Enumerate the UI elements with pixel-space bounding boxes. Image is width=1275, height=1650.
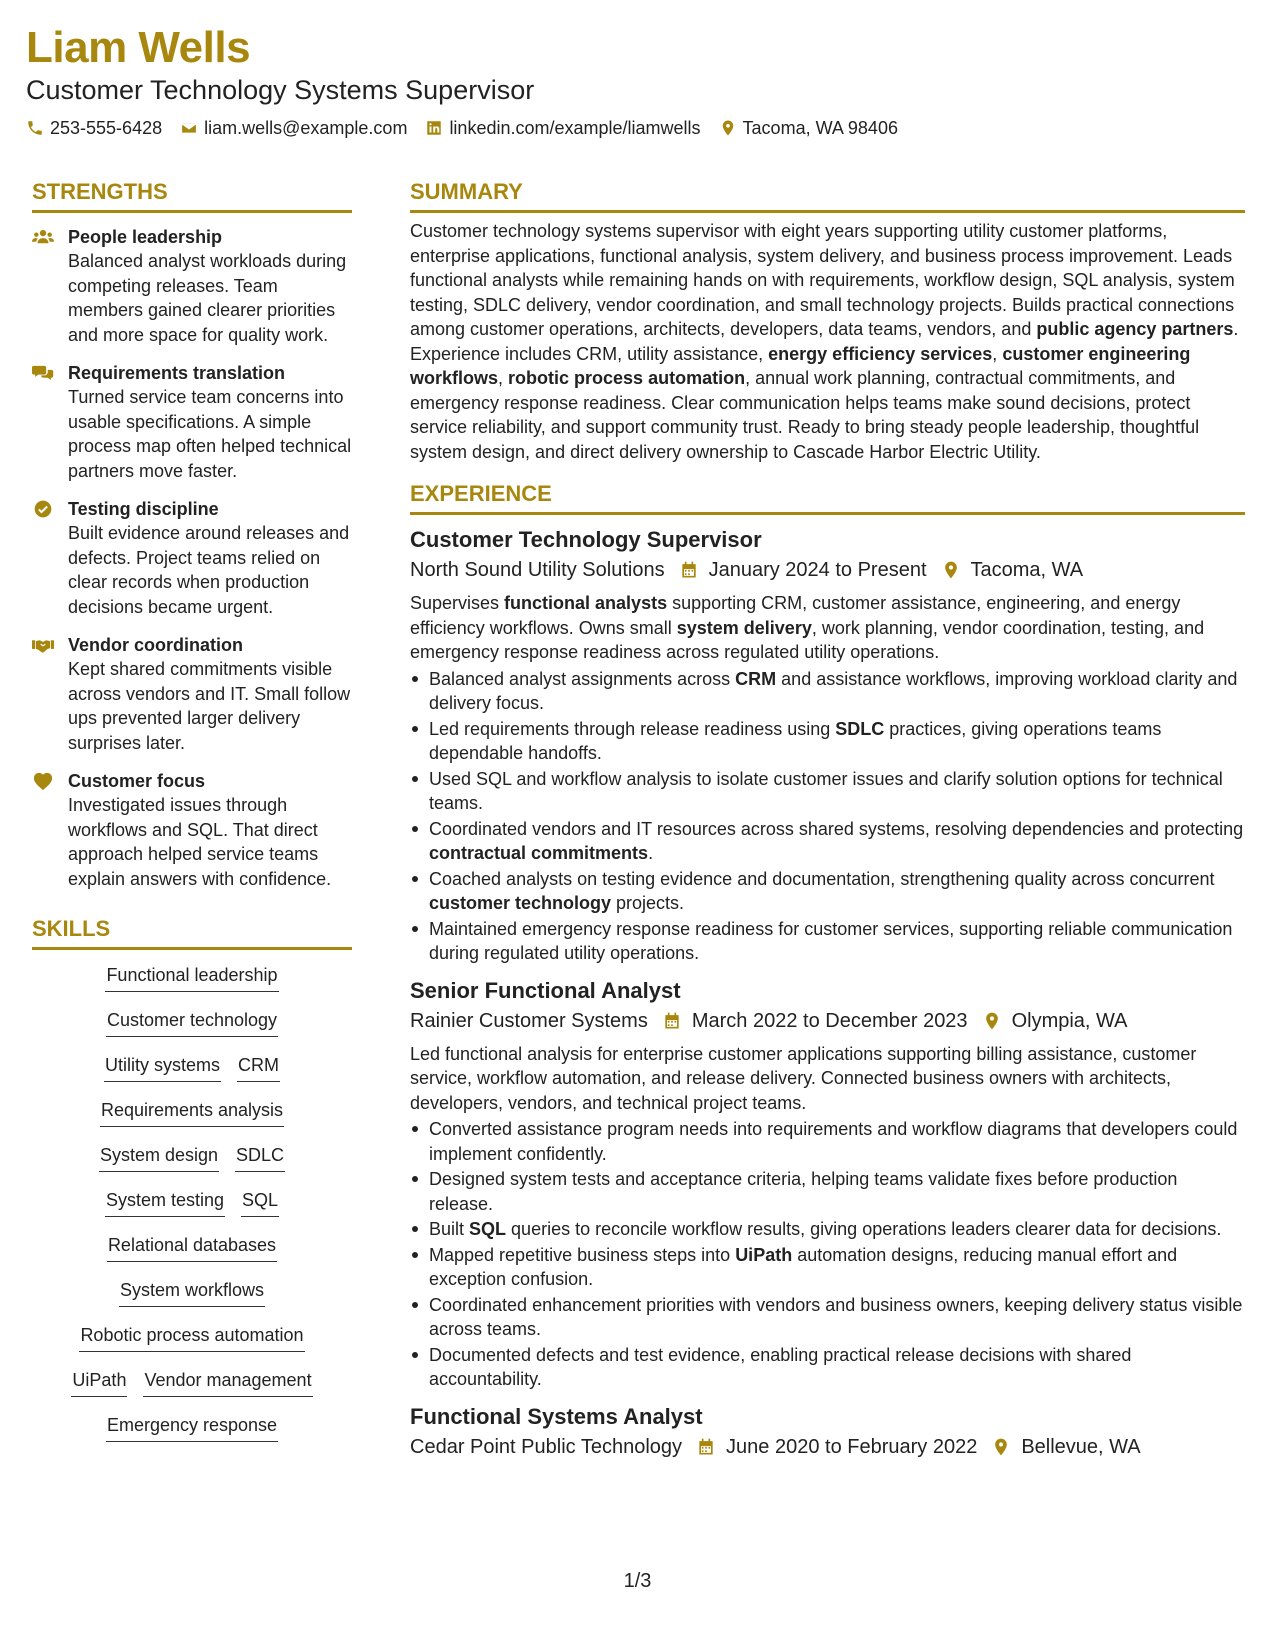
job-entry bbox=[410, 1402, 1245, 1462]
skill-tag: System testing bbox=[105, 1187, 225, 1217]
candidate-name: Liam Wells bbox=[26, 23, 251, 72]
text-run: , bbox=[992, 343, 1003, 364]
text-run: Documented defects and test evidence, enabling practical release decisions with shared accountability. bbox=[429, 1344, 1132, 1389]
text-run: Coordinated vendors and IT resources across shared systems, resolving dependencies and protecting bbox=[429, 818, 1244, 839]
location-text: Tacoma, WA 98406 bbox=[742, 118, 898, 138]
job-bullets bbox=[410, 1117, 1245, 1392]
skills-list bbox=[32, 962, 352, 1457]
job-location: Olympia, WA bbox=[1011, 1009, 1128, 1032]
text-run: Maintained emergency response readiness for customer services, supporting reliable communication during regulated utility operations. bbox=[429, 918, 1233, 963]
text-run: projects. bbox=[611, 893, 685, 913]
email-text[interactable]: liam.wells@example.com bbox=[204, 118, 408, 138]
strength-title: Vendor coordination bbox=[68, 635, 244, 655]
skill-row bbox=[32, 1097, 352, 1142]
job-description bbox=[410, 1042, 1245, 1116]
text-run: Customer technology systems supervisor with eight years supporting utility customer platforms, enterprise applications, functional analysis, system delivery, and business process improvement. Leads functional analysts while remaining hands on with requirements, workflow design, SQL analysis, system testing, SDLC delivery, vendor coordination, and small technology projects. Builds practical connections among customer operations, architects, developers, data teams, vendors, and bbox=[410, 221, 1235, 339]
skill-tag: Functional leadership bbox=[105, 962, 278, 992]
skill-tag: Robotic process automation bbox=[79, 1322, 304, 1352]
job-meta bbox=[410, 555, 1245, 585]
users-icon bbox=[32, 225, 54, 347]
strength-desc: Balanced analyst workloads during competing releases. Team members gained clearer priorities and more space for quality work. bbox=[68, 251, 347, 345]
text-run: Supervises bbox=[410, 593, 505, 613]
text-run: automation designs, reducing manual effort and exception confusion. bbox=[429, 1244, 1178, 1289]
skill-row bbox=[32, 1142, 352, 1187]
job-meta bbox=[410, 1432, 1245, 1462]
text-run: , work planning, vendor coordination, testing, and emergency response readiness across regulated utility operations. bbox=[410, 617, 1205, 662]
skill-row bbox=[32, 1052, 352, 1097]
bold-text: contractual commitments bbox=[429, 843, 649, 863]
page-number: 1/3 bbox=[623, 1570, 652, 1592]
bullet-item bbox=[410, 1217, 1245, 1242]
job-dates: March 2022 to December 2023 bbox=[691, 1009, 968, 1032]
job-description bbox=[410, 591, 1245, 665]
contact-phone bbox=[26, 116, 162, 140]
candidate-title: Customer Technology Systems Supervisor bbox=[26, 75, 535, 105]
skills-heading: SKILLS bbox=[32, 915, 352, 950]
job-dates: June 2020 to February 2022 bbox=[726, 1435, 978, 1458]
handshake-icon bbox=[32, 633, 54, 755]
skill-tag: CRM bbox=[237, 1052, 280, 1082]
strength-item bbox=[32, 497, 352, 619]
company-name: Rainier Customer Systems bbox=[410, 1009, 648, 1032]
job-bullets bbox=[410, 667, 1245, 966]
bullet-item bbox=[410, 917, 1245, 966]
skill-row bbox=[32, 962, 352, 1007]
job-title: Functional Systems Analyst bbox=[410, 1403, 703, 1429]
check-circle-icon bbox=[32, 497, 54, 619]
bullet-item bbox=[410, 767, 1245, 816]
bold-text: customer technology bbox=[429, 893, 612, 913]
job-entry bbox=[410, 525, 1245, 966]
map-pin-icon bbox=[991, 1437, 1011, 1457]
skill-tag: SDLC bbox=[235, 1142, 285, 1172]
skill-tag: UiPath bbox=[71, 1367, 127, 1397]
bold-text: robotic process automation bbox=[508, 368, 746, 388]
strength-desc: Turned service team concerns into usable specifications. A simple process map often helped technical partners move faster. bbox=[68, 387, 352, 481]
skill-row bbox=[32, 1232, 352, 1277]
contact-linkedin[interactable] bbox=[425, 116, 700, 140]
map-pin-icon bbox=[941, 560, 961, 580]
skill-tag: Requirements analysis bbox=[100, 1097, 284, 1127]
skill-row bbox=[32, 1367, 352, 1412]
company-name: Cedar Point Public Technology bbox=[410, 1435, 683, 1458]
bold-text: CRM bbox=[735, 668, 777, 689]
bullet-item bbox=[410, 1293, 1245, 1342]
text-run: Converted assistance program needs into requirements and workflow diagrams that developers could implement confidently. bbox=[429, 1119, 1238, 1164]
map-pin-icon bbox=[719, 119, 737, 137]
text-run: queries to reconcile workflow results, giving operations leaders clearer data for decisions. bbox=[506, 1219, 1222, 1239]
strength-item bbox=[32, 633, 352, 755]
skill-tag: Emergency response bbox=[106, 1412, 278, 1442]
text-run: supporting CRM, customer assistance, engineering, and energy efficiency workflows. Owns small bbox=[410, 593, 1181, 638]
heart-icon bbox=[32, 769, 54, 891]
bold-text: system delivery bbox=[676, 617, 812, 638]
calendar-icon bbox=[696, 1437, 716, 1457]
bold-text: SQL bbox=[469, 1219, 507, 1239]
left-column bbox=[32, 178, 352, 1457]
job-title: Senior Functional Analyst bbox=[410, 977, 681, 1003]
text-run: Designed system tests and acceptance criteria, helping teams validate fixes before production release. bbox=[429, 1169, 1178, 1214]
strength-desc: Investigated issues through workflows and SQL. That direct approach helped service teams explain answers with confidence. bbox=[68, 795, 332, 889]
job-entry bbox=[410, 976, 1245, 1392]
linkedin-icon bbox=[425, 119, 443, 137]
strength-title: Requirements translation bbox=[68, 363, 286, 383]
map-pin-icon bbox=[982, 1011, 1002, 1031]
envelope-icon bbox=[180, 119, 198, 137]
bullet-item bbox=[410, 1243, 1245, 1292]
skill-tag: Relational databases bbox=[107, 1232, 277, 1262]
summary-heading: SUMMARY bbox=[410, 178, 1245, 213]
comments-icon bbox=[32, 361, 54, 483]
job-title: Customer Technology Supervisor bbox=[410, 527, 762, 552]
strength-desc: Built evidence around releases and defects. Project teams relied on clear records when production decisions became urgent. bbox=[68, 523, 350, 617]
bold-text: public agency partners bbox=[1036, 319, 1234, 339]
skill-tag: System design bbox=[99, 1142, 219, 1172]
text-run: Coordinated enhancement priorities with vendors and business owners, keeping delivery status visible across teams. bbox=[429, 1294, 1243, 1339]
linkedin-text[interactable]: linkedin.com/example/liamwells bbox=[449, 118, 701, 138]
calendar-icon bbox=[679, 560, 699, 580]
job-location: Tacoma, WA bbox=[970, 559, 1084, 581]
contact-bar bbox=[26, 116, 1246, 140]
calendar-icon bbox=[662, 1011, 682, 1031]
bold-text: functional analysts bbox=[504, 593, 668, 613]
strengths-heading: STRENGTHS bbox=[32, 178, 352, 213]
strength-title: People leadership bbox=[68, 227, 223, 247]
contact-email[interactable] bbox=[180, 116, 407, 140]
phone-icon bbox=[26, 119, 44, 137]
skill-tag: Utility systems bbox=[104, 1052, 221, 1082]
text-run: practices, giving operations teams dependable handoffs. bbox=[429, 718, 1162, 763]
skill-tag: Vendor management bbox=[143, 1367, 312, 1397]
bold-text: UiPath bbox=[735, 1244, 793, 1265]
skill-row bbox=[32, 1187, 352, 1232]
strength-item bbox=[32, 225, 352, 347]
company-name: North Sound Utility Solutions bbox=[410, 559, 665, 581]
bullet-item bbox=[410, 867, 1245, 916]
text-run: Coached analysts on testing evidence and documentation, strengthening quality across concurrent bbox=[429, 868, 1215, 889]
text-run: Mapped repetitive business steps into bbox=[429, 1244, 736, 1265]
skill-tag: Customer technology bbox=[106, 1007, 278, 1037]
job-meta bbox=[410, 1006, 1245, 1036]
job-dates: January 2024 to Present bbox=[708, 559, 927, 581]
experience-list bbox=[410, 525, 1245, 1462]
text-run: Led requirements through release readiness using bbox=[429, 718, 836, 739]
strength-item bbox=[32, 769, 352, 891]
strength-title: Customer focus bbox=[68, 771, 206, 791]
strength-title: Testing discipline bbox=[68, 499, 219, 519]
bullet-item bbox=[410, 1167, 1245, 1216]
text-run: Led functional analysis for enterprise customer applications supporting billing assistance, customer service, workflow automation, and release delivery. Connected business owners with architects, developers, vendors, and technical project teams. bbox=[410, 1043, 1197, 1113]
text-run: and assistance workflows, improving workload clarity and delivery focus. bbox=[429, 668, 1238, 713]
contact-location bbox=[719, 116, 898, 140]
text-run: , annual work planning, contractual commitments, and emergency response readiness. Clear communication helps teams make sound decisions, protect service reliability, and support community trust. Ready to bring steady people leadership, thoughtful system design, and direct delivery ownership to Cascade Harbor Electric Utility. bbox=[410, 368, 1200, 462]
skill-tag: System workflows bbox=[119, 1277, 265, 1307]
phone-text: 253-555-6428 bbox=[50, 118, 163, 138]
text-run: Built bbox=[429, 1219, 470, 1239]
skill-row bbox=[32, 1007, 352, 1052]
job-location: Bellevue, WA bbox=[1021, 1435, 1141, 1458]
text-run: . bbox=[648, 843, 654, 863]
bullet-item bbox=[410, 817, 1245, 866]
strengths-list bbox=[32, 225, 352, 891]
bold-text: SDLC bbox=[835, 718, 885, 739]
bold-text: energy efficiency services bbox=[768, 343, 993, 364]
skill-row bbox=[32, 1277, 352, 1322]
resume-header bbox=[26, 22, 1246, 140]
summary-text bbox=[410, 219, 1245, 464]
bullet-item bbox=[410, 1343, 1245, 1392]
bullet-item bbox=[410, 667, 1245, 716]
skill-row bbox=[32, 1322, 352, 1367]
strength-desc: Kept shared commitments visible across vendors and IT. Small follow ups prevented larger delivery surprises later. bbox=[68, 659, 351, 753]
bold-text: customer engineering workflows bbox=[410, 343, 1191, 388]
skill-tag: SQL bbox=[241, 1187, 279, 1217]
experience-heading: EXPERIENCE bbox=[410, 480, 1245, 515]
strength-item bbox=[32, 361, 352, 483]
skill-row bbox=[32, 1412, 352, 1457]
right-column bbox=[410, 178, 1245, 1462]
bullet-item bbox=[410, 717, 1245, 766]
text-run: , bbox=[498, 368, 509, 388]
text-run: Balanced analyst assignments across bbox=[429, 668, 736, 689]
text-run: . Experience includes CRM, utility assistance, bbox=[410, 319, 1239, 364]
bullet-item bbox=[410, 1117, 1245, 1166]
text-run: Used SQL and workflow analysis to isolate customer issues and clarify solution options for technical teams. bbox=[429, 768, 1223, 813]
